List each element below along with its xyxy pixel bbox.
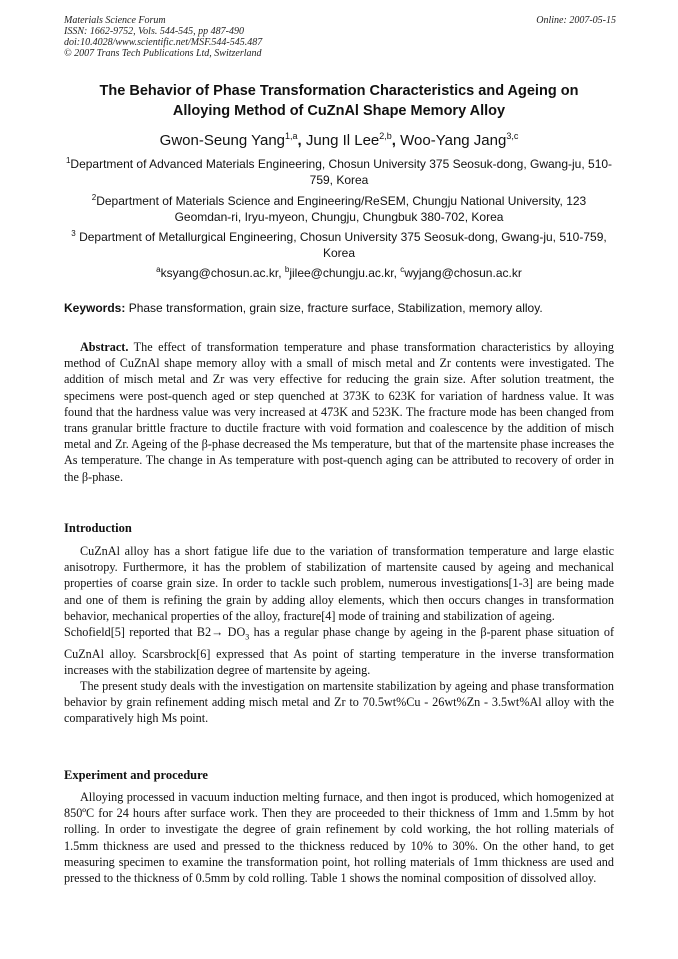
journal-issn: ISSN: 1662-9752, Vols. 544-545, pp 487-490 — [64, 26, 244, 37]
email-link[interactable]: jilee@chungju.ac.kr — [289, 266, 394, 280]
author-sup: 3,c — [506, 131, 519, 141]
author-sup: 1,a — [285, 131, 298, 141]
keywords — [64, 300, 624, 316]
email-link[interactable]: ksyang@chosun.ac.kr — [160, 266, 279, 280]
affiliation-3 — [62, 229, 616, 261]
author-emails: $^a$ksyang@chosun.ac.kr, $^b$jilee@chungju.ac.kr, $^c$wyjang@chosun.ac.kr — [156, 265, 522, 280]
experiment-paragraph-1: Alloying processed in vacuum induction melting furnace, and then ingot is produced, which homogenized at 850ºC for 24 hours after surface work. Then they are proceeded to their thickness of 1mm and 1.5mm by hot rolling. In order to investigate the degree of grain refinement by cold working, the hot rolling materials of 1.5mm thickness are used and pressed to the thickness reduced by 10% to 30%. On the other hand, to get measuring specimen to examine the transformation point, hot rolling materials of 1mm thickness are used and pressed to the thickness of 0.5mm by cold rolling. Table 1 shows the nominal composition of dissolved alloy. — [64, 790, 614, 886]
section-heading-introduction: Introduction — [64, 521, 132, 535]
email-sup: c — [400, 265, 405, 274]
journal-doi: doi:10.4028/www.scientific.net/MSF.544-545.487 — [64, 37, 263, 48]
intro-paragraph-3: The present study deals with the investigation on martensite stabilization by ageing and phase transformation behavior by grain refinement adding misch metal and Zr to 70.5wt%Cu - 26wt%Zn - 3.5wt%Al alloy with the comparatively high Ms point. — [64, 679, 614, 726]
email-sup: b — [284, 265, 290, 274]
affiliation-2 — [62, 193, 616, 225]
author-name: Woo-Yang Jang — [400, 132, 507, 149]
author-list: Gwon-Seung Yang$^{1,a}$, Jung Il Lee$^{2,b}$, Woo-Yang Jang$^{3,c}$ — [159, 131, 519, 149]
author-name: Jung Il Lee — [305, 132, 380, 149]
abstract-label: Abstract. — [80, 340, 129, 354]
journal-header — [64, 15, 262, 59]
author-name: Gwon-Seung Yang — [159, 132, 286, 149]
section-heading-experiment: Experiment and procedure — [64, 768, 208, 782]
intro-paragraph-1: CuZnAl alloy has a short fatigue life due to the variation of transformation temperature and large elastic anisotropy. Furthermore, it has the problem of stabilization of martensite caused by ageing and mechanical properties of coarse grain size. In order to tackle such problem, numerous investigations[1-3] are being made and one of them is refining the grain by adding alloy elements, which then occurs changes in transformation behavior, mechanical properties of the alloy, fracture[4] mode of training and stabilization of ageing. — [64, 544, 614, 623]
affiliation-sup: 3 — [71, 229, 76, 238]
author-sup: 2,b — [379, 131, 392, 141]
email-link[interactable]: wyjang@chosun.ac.kr — [404, 266, 522, 280]
keywords-label: Keywords: — [64, 301, 126, 315]
affiliation-sup: 1 — [65, 156, 71, 165]
intro-paragraph-2 — [64, 624, 614, 678]
title-line-1: The Behavior of Phase Transformation Characteristics and Ageing on — [99, 83, 579, 99]
journal-name: Materials Science Forum — [64, 15, 166, 26]
affiliation-text: Department of Metallurgical Engineering, Chosun University 375 Seosuk-dong, Gwang-ju, 510-759, Korea — [79, 230, 607, 260]
affiliation-text: Department of Materials Science and Engineering/ReSEM, Chungju National University, 123 Geomdan-ri, Iryu-myeon, Chungju, Chungbuk 380-702, Korea — [96, 194, 587, 224]
online-date: Online: 2007-05-15 — [536, 15, 616, 26]
keywords-text: Phase transformation, grain size, fracture surface, Stabilization, memory alloy. — [128, 301, 543, 315]
journal-copyright: © 2007 Trans Tech Publications Ltd, Switzerland — [64, 48, 262, 59]
email-sup: a — [156, 265, 161, 274]
affiliation-1 — [62, 156, 616, 188]
introduction-body — [64, 543, 614, 727]
abstract-text: The effect of transformation temperature and phase transformation characteristics by alloying method of CuZnAl shape memory alloy with a small of misch metal and Zr contents were investigated. The addition of misch metal and Zr was very effective for reducing the grain size. After solution treatment, the specimens were post-quench aged or step quenched at 373K to 623K for variation of hardness value. It was found that the hardness value was very increased at 473K and 523K. The fracture mode has been changed from trans granular brittle fracture to ductile fracture with void formation and coalescence by the addition of misch metal and Zr. Ageing of the β-phase decreased the Ms temperature, but that of the martensite phase increases the As temperature. The change in As temperature with post-quench aging can be attributed to recovery of order in the β-phase. — [64, 340, 614, 484]
affiliation-text: Department of Advanced Materials Engineering, Chosun University 375 Seosuk-dong, Gwang-ju, 510-759, Korea — [70, 157, 613, 187]
intro-p2-text: Schofield[5] reported that B2→ DO — [64, 625, 246, 640]
intro-p2-subscript: 3 — [245, 632, 250, 642]
title-line-2: Alloying Method of CuZnAl Shape Memory Alloy — [172, 103, 506, 119]
intro-p2-text: has a regular phase change by ageing in the β-parent phase situation of CuZnAl alloy. Scarsbrock[6] expressed that As point of starting temperature in the inverse transformation increases with the stabilization degree of martensite by ageing. — [64, 625, 615, 677]
affiliation-sup: 2 — [91, 193, 97, 202]
abstract — [64, 339, 614, 485]
paper-title — [40, 81, 638, 121]
abstract-paragraph — [64, 339, 614, 485]
experiment-body — [64, 789, 614, 886]
